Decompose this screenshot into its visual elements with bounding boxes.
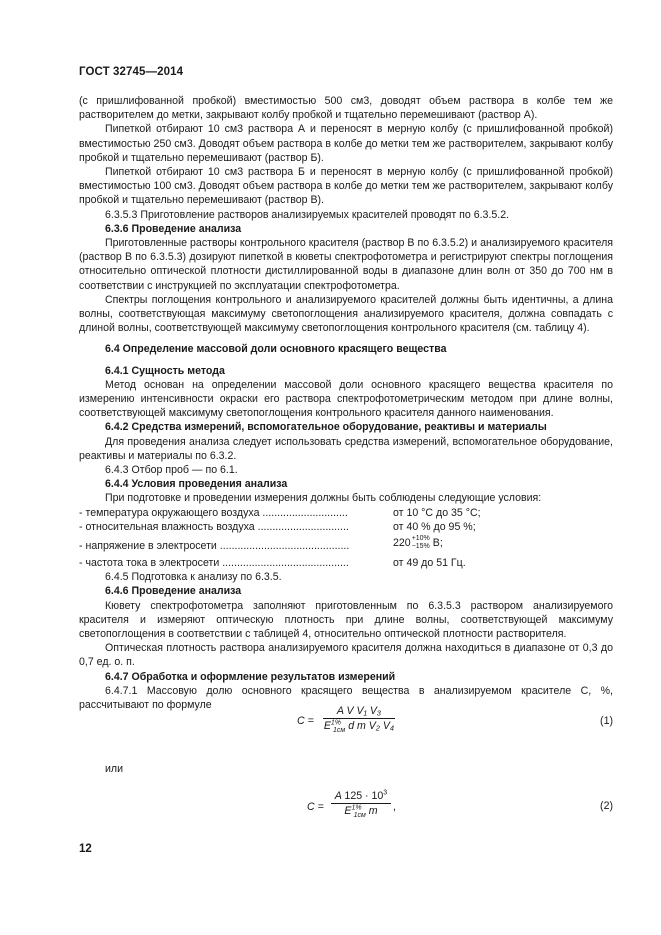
formula-fraction xyxy=(323,705,395,735)
condition-temperature xyxy=(79,506,613,520)
paragraph: Приготовленные растворы контрольного красителя (раствор В по 6.3.5.2) и анализируемого красителя (раствор В по 6.3.5.3) дозируют пипеткой в кюветы спектрофотометра и регистрируют спектры поглощения относительно оптической плотности дистиллированной воды в диапазоне длин волн от 350 до 700 нм в соответствии с инструкцией по эксплуатации спектрофотометра. xyxy=(79,237,613,292)
paragraph: Пипеткой отбирают 10 см3 раствора Б и переносят в мерную колбу (с пришлифованной пробкой) вместимостью 100 см3. Доводят объем раствора в колбе до метки тем же растворителем, закрывают колбу пробкой и тщательно перемешивают (раствор В). xyxy=(79,166,613,207)
paragraph: Кювету спектрофотометра заполняют приготовленным по 6.3.5.3 раствором анализируемого красителя и измеряют оптическую плотность при длине волны, соответствующей максимуму светопоглощения в соответствии с таблицей 4, относительно оптической плотности растворителя. xyxy=(79,599,613,641)
formula-2 xyxy=(79,790,613,830)
paragraph: 6.4.7.1 Массовую долю основного красящего вещества в анализируемом красителе C, %, рассчитывают по формуле xyxy=(79,684,613,712)
condition-value: от 49 до 51 Гц. xyxy=(393,557,466,570)
equation-number: (2) xyxy=(600,800,613,812)
formula-trailing-comma: , xyxy=(393,801,396,813)
formula-numerator: A V V₁ V₃ xyxy=(336,705,382,717)
paragraph: 6.4.3 Отбор проб — по 6.1. xyxy=(105,464,238,477)
section-heading-6-4-6: 6.4.6 Проведение анализа xyxy=(105,585,242,598)
paragraph: (с пришлифованной пробкой) вместимостью 500 см3, доводят объем раствора в колбе тем же растворителем до метки, закрывают колбу пробкой и тщательно перемешивают (раствор А). xyxy=(79,95,613,122)
section-heading-6-4-7: 6.4.7 Обработка и оформление результатов измерений xyxy=(105,670,396,683)
condition-value xyxy=(393,535,443,551)
formula-denominator: $E^{1\%}_{1см}$ d m V₂ V₄ xyxy=(323,719,395,735)
paragraph: 6.4.5 Подготовка к анализу по 6.3.5. xyxy=(105,571,282,584)
paragraph: Оптическая плотность раствора анализируемого красителя должна находиться в диапазоне от 0,3 до 0,7 ед. о. п. xyxy=(79,642,613,669)
section-heading-6-4-1: 6.4.1 Сущность метода xyxy=(105,364,225,377)
condition-label: - частота тока в электросети ........................................... xyxy=(79,557,349,570)
formula-lhs: C = xyxy=(297,715,314,727)
condition-humidity xyxy=(79,520,613,534)
paragraph: При подготовке и проведении измерения должны быть соблюдены следующие условия: xyxy=(105,492,542,505)
formula-numerator: A $125 \cdot 10^3$ xyxy=(334,789,388,802)
condition-label: - относительная влажность воздуха ............................... xyxy=(79,520,349,533)
standard-header: ГОСТ 32745—2014 xyxy=(79,66,184,78)
section-heading-6-4: 6.4 Определение массовой доли основного красящего вещества xyxy=(105,343,447,356)
condition-value: от 40 % до 95 %; xyxy=(393,520,476,533)
formula-lhs: C = xyxy=(307,801,324,813)
section-heading-6-3-6: 6.3.6 Проведение анализа xyxy=(105,222,242,235)
condition-label: - температура окружающего воздуха ............................. xyxy=(79,506,348,519)
formula-connector: или xyxy=(105,763,124,775)
paragraph: Для проведения анализа следует использовать средства измерений, вспомогательное оборудование, реактивы и материалы по 6.3.2. xyxy=(79,435,613,462)
voltage-nominal: 220 xyxy=(393,536,411,549)
formula-1 xyxy=(79,705,613,745)
condition-value: от 10 °С до 35 °С; xyxy=(393,506,481,519)
voltage-unit: В; xyxy=(432,536,443,549)
formula-fraction xyxy=(331,789,391,820)
equation-number: (1) xyxy=(600,715,613,727)
paragraph: 6.3.5.3 Приготовление растворов анализируемых красителей проводят по 6.3.5.2. xyxy=(105,208,510,221)
condition-frequency xyxy=(79,556,613,570)
paragraph: Метод основан на определении массовой доли основного красящего вещества красителя по измерению интенсивности окраски его раствора спектрофотометрическим методом при длине волны, соответствующей максимуму светопоглощения контрольного красителя данного наименования. xyxy=(79,378,613,420)
paragraph: Спектры поглощения контрольного и анализируемого красителей должны быть идентичны, а длина волны, соответствующая максимуму светопоглощения анализируемого красителя, должна совпадать с длиной волны, соответствующей максимуму светопоглощения контрольного красителя (см. таблицу 4). xyxy=(79,293,613,335)
page-number: 12 xyxy=(79,843,92,855)
voltage-tolerance: +10% −15% xyxy=(411,535,430,551)
section-heading-6-4-4: 6.4.4 Условия проведения анализа xyxy=(105,478,288,491)
condition-voltage xyxy=(79,534,613,556)
section-heading-6-4-2: 6.4.2 Средства измерений, вспомогательное оборудование, реактивы и материалы xyxy=(105,421,547,434)
formula-denominator: $E^{1\%}_{1см}$ m xyxy=(344,804,378,820)
document-body xyxy=(79,94,613,712)
paragraph: Пипеткой отбирают 10 см3 раствора А и переносят в мерную колбу (с пришлифованной пробкой) вместимостью 250 см3. Доводят объем раствора в колбе до метки тем же растворителем, закрывают колбу пробкой и тщательно перемешивают (раствор Б). xyxy=(79,123,613,164)
condition-label: - напряжение в электросети ............................................ xyxy=(79,540,350,553)
